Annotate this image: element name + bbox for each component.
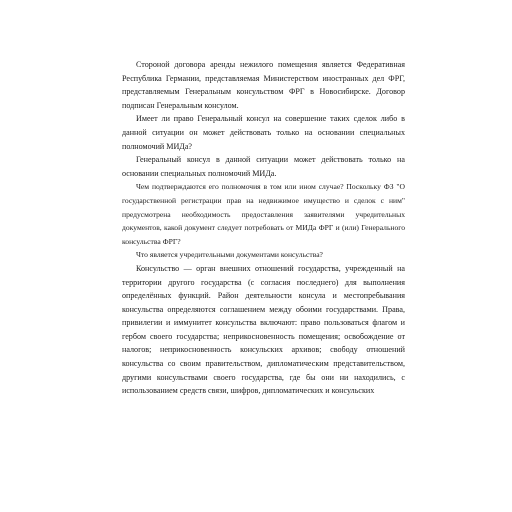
- paragraph-consulate-definition: Консульство — орган внешних отношений государства, учрежденный на территории другого государства (с согласия последнего) для выполнения определённых функций. Район деятельности консула и местопребывания консульства определяются соглашением между обоими государствами. Права, привилегии и иммунитет консульства включают: право пользоваться флагом и гербом своего государства; неприкосновенность помещения; освобождение от налогов; неприкосновенность консульских архивов; свободу отношений консульства со своим правительством, дипломатическим представительством, другими консульствами своего государства, где бы они ни находились, с использованием средств связи, шифров, дипломатических и консульских: [122, 263, 405, 396]
- document-page: [122, 58, 405, 398]
- paragraph-question-documents: Чем подтверждаются его полномочия в том или ином случае? Поскольку ФЗ "О государственной регистрации прав на недвижимое имущество и сделок с ним" предусмотрена необходимость предоставления заявителями учредительных документов, какой документ следует потребовать от МИДа ФРГ и (или) Генерального консульства ФРГ?: [122, 182, 405, 246]
- paragraph-answer-authority: Генеральный консул в данной ситуации может действовать только на основании специальных полномочий МИДа.: [122, 155, 405, 178]
- paragraph-lease-party: Стороной договора аренды нежилого помещения является Федеративная Республика Германии, представляемая Министерством иностранных дел ФРГ, представляемым Генеральным консульством ФРГ в Новосибирске. Договор подписан Генеральным консулом.: [122, 60, 405, 110]
- paragraph-question-authority: Имеет ли право Генеральный консул на совершение таких сделок либо в данной ситуации он может действовать только на основании специальных полномочий МИДа?: [122, 114, 405, 151]
- paragraph-question-founding-docs: Что является учредительными документами консульства?: [136, 250, 323, 260]
